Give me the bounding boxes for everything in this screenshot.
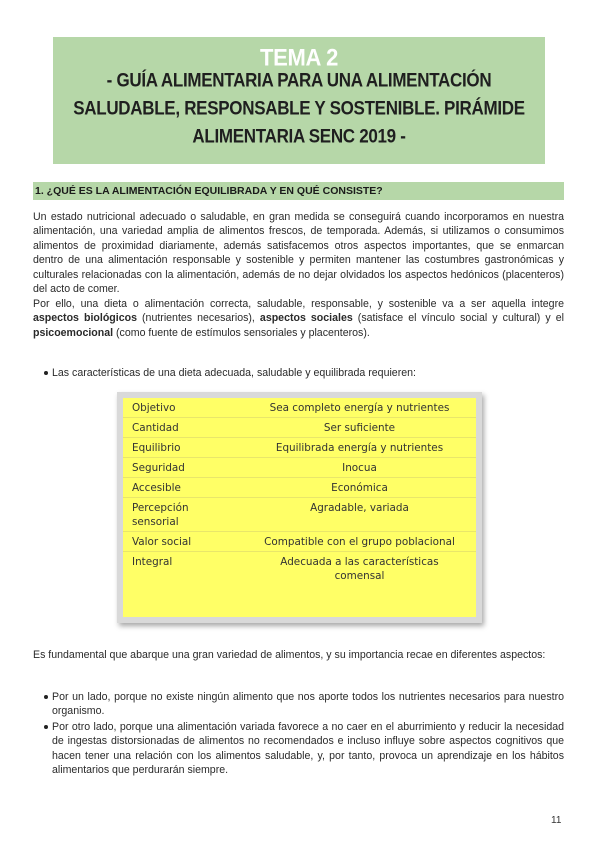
title-banner (53, 37, 545, 164)
characteristics-table (123, 398, 476, 617)
table-cell-value: Sea completo energía y nutrientes (269, 402, 450, 414)
table-cell-value: Económica (331, 482, 388, 494)
paragraph-2-bold-2: aspectos sociales (259, 312, 353, 325)
table-row (123, 458, 476, 478)
section-heading: 1. ¿QUÉ ES LA ALIMENTACIÓN EQUILIBRADA Y EN QUÉ CONSISTE? (33, 182, 564, 200)
table-row (123, 418, 476, 438)
table-row (123, 438, 476, 458)
table-cell-value: Adecuada a las características comensal (280, 556, 439, 582)
paragraph-2-text-4: (como fuente de estímulos sensoriales y placenteros). (113, 326, 370, 339)
paragraph-2-text-1: Por ello, una dieta o alimentación correcta, saludable, responsable, y sostenible va a ser aquella integre (33, 298, 564, 310)
table-cell-value: Compatible con el grupo poblacional (264, 536, 455, 548)
paragraph-2-text-3: (satisface el vínculo social y cultural) y el (352, 312, 564, 325)
table-cell-label: Seguridad (132, 462, 185, 474)
table-cell-value: Equilibrada energía y nutrientes (275, 442, 444, 454)
table-cell-label: Integral (132, 556, 173, 568)
paragraph-2 (33, 297, 564, 340)
table-row (123, 498, 476, 532)
title-subtitle: - GUÍA ALIMENTARIA PARA UNA ALIMENTACIÓN SALUDABLE, RESPONSABLE Y SOSTENIBLE. PIRÁMIDE ALIMENTARIA SENC 2019 - (73, 69, 525, 148)
bullet-item: Por un lado, porque no existe ningún alimento que nos aporte todos los nutrientes necesarios para nuestro organismo. (52, 691, 564, 718)
bullet-intro: Las características de una dieta adecuada, saludable y equilibrada requieren: (52, 366, 564, 380)
table-cell-label: Objetivo (132, 402, 176, 414)
table-cell-value: Inocua (342, 462, 377, 474)
paragraph-2-text-2: (nutrientes necesarios), (136, 312, 260, 325)
table-cell-label: Equilibrio (132, 442, 181, 454)
bullet-item: Por otro lado, porque una alimentación variada favorece a no caer en el aburrimiento y reducir la necesidad de ingestas distorsionadas de alimentos no recomendados e incluso influye sobre aspectos cognitivos que hacen tener una relación con los alimentos saludable, y, por tanto, provoca un aprendizaje en los hábitos alimentarios que perdurarán siempre. (52, 721, 564, 777)
paragraph-3: Es fundamental que abarque una gran variedad de alimentos, y su importancia recae en diferentes aspectos: (33, 649, 546, 661)
table-row (123, 478, 476, 498)
table-cell-label: Valor social (132, 536, 192, 548)
paragraph-2-bold-3: psicoemocional (33, 326, 114, 339)
table-row (123, 552, 476, 585)
table-cell-label: Cantidad (132, 422, 179, 434)
table-cell-value: Ser suficiente (323, 422, 396, 434)
table-row (123, 532, 476, 552)
paragraph-1: Un estado nutricional adecuado o saludable, en gran medida se conseguirá cuando incorporamos en nuestra alimentación, una variedad amplia de alimentos frescos, de temporada. Además, si utilizamos o consumimos alimentos de proximidad diariamente, además satisfacemos otros aspectos importantes, que se enmarcan dentro de una alimentación responsable y sostenible y permiten mantener las costumbres gastronómicas y culturales relacionadas con la alimentación, además de no dejar olvidados los aspectos hedónicos (placenteros) del acto de comer. (33, 211, 564, 296)
characteristics-table-frame (117, 392, 482, 623)
table-cell-value: Agradable, variada (310, 502, 409, 514)
table-row (123, 398, 476, 418)
table-cell-label: Percepción sensorial (132, 502, 189, 528)
paragraph-2-bold-1: aspectos biológicos (33, 312, 137, 325)
title-main: TEMA 2 (259, 43, 339, 72)
table-cell-label: Accesible (132, 482, 181, 494)
page-number: 11 (551, 815, 562, 826)
